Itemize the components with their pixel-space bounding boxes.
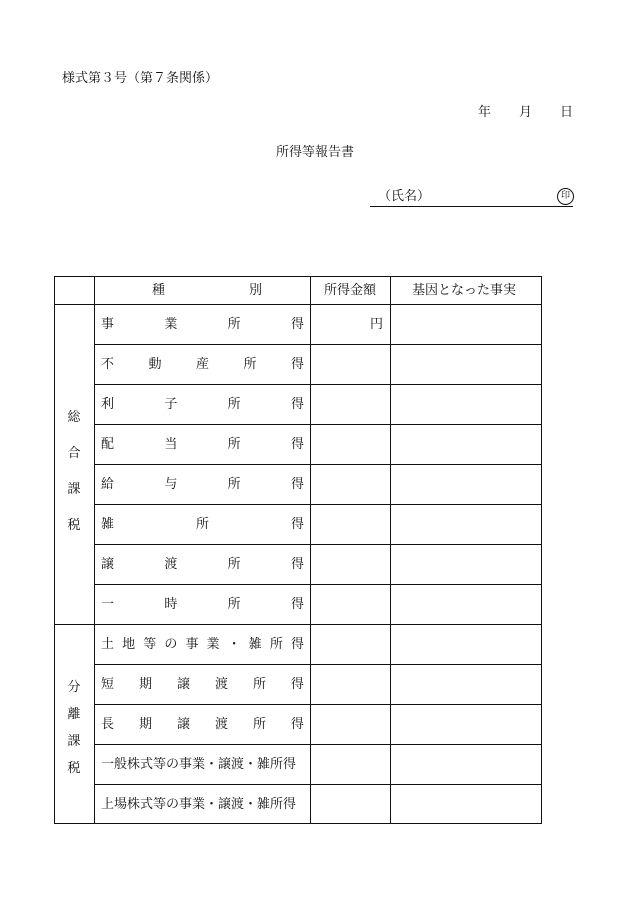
row-divider	[94, 784, 542, 785]
row-char: 得	[290, 517, 304, 532]
group-label-separate-taxation	[54, 674, 94, 782]
row-char: 所	[252, 717, 266, 732]
row-char: 得	[290, 677, 304, 692]
row-char: 渡	[164, 557, 178, 572]
row-char: 利	[101, 397, 115, 412]
row-salary-income	[101, 478, 304, 492]
row-transfer-income	[101, 558, 304, 572]
row-char: 得	[290, 477, 304, 492]
date-month-label: 月	[519, 105, 533, 120]
name-label: （氏名）	[378, 189, 431, 204]
row-char: 得	[290, 717, 304, 732]
row-char: 子	[164, 397, 178, 412]
document-title: 所得等報告書	[276, 145, 355, 160]
row-char: 事	[185, 637, 199, 652]
row-char: 譲	[176, 677, 190, 692]
date-year-label: 年	[478, 105, 492, 120]
seal-mark-icon: 印	[557, 188, 574, 205]
row-char: 配	[101, 437, 115, 452]
row-land-business-misc-income	[101, 638, 304, 652]
row-general-stock-income: 一般株式等の事業・譲渡・雑所得	[101, 757, 297, 772]
row-divider	[94, 744, 542, 745]
row-char: 一	[101, 597, 115, 612]
row-char: 期	[138, 717, 152, 732]
row-char: 等	[143, 637, 157, 652]
group-label-char: 総	[67, 410, 81, 425]
form-number: 様式第３号（第７条関係）	[62, 71, 219, 86]
header-type-char: 種	[152, 283, 166, 298]
group-label-char: 税	[67, 518, 81, 533]
row-divider	[94, 664, 542, 665]
row-business-income	[101, 318, 304, 332]
row-char: 業	[164, 317, 178, 332]
date-day-label: 日	[560, 105, 574, 120]
row-char: 長	[101, 717, 115, 732]
row-real-estate-income	[101, 358, 304, 372]
row-divider	[94, 464, 542, 465]
table-border-top	[54, 276, 542, 277]
row-char: 所	[227, 397, 241, 412]
group-label-comprehensive-taxation	[54, 400, 94, 544]
row-char: 動	[148, 357, 162, 372]
group-label-char: 合	[67, 446, 81, 461]
row-char: 所	[227, 557, 241, 572]
group-label-char: 課	[67, 734, 81, 749]
table-column-divider	[390, 276, 391, 824]
row-char: 雑	[101, 517, 115, 532]
row-char: 得	[290, 317, 304, 332]
row-char: 当	[164, 437, 178, 452]
row-divider	[94, 704, 542, 705]
row-char: 土	[101, 637, 115, 652]
table-border-bottom	[54, 823, 542, 824]
row-char: 所	[227, 437, 241, 452]
row-char: 得	[290, 397, 304, 412]
row-dividend-income	[101, 438, 304, 452]
header-basis: 基因となった事実	[412, 283, 517, 298]
row-divider	[94, 424, 542, 425]
row-char: 所	[195, 517, 209, 532]
row-char: 所	[227, 477, 241, 492]
header-amount: 所得金額	[324, 283, 377, 298]
table-header-divider	[54, 304, 542, 305]
row-char: 与	[164, 477, 178, 492]
row-char: 得	[290, 557, 304, 572]
row-listed-stock-income: 上場株式等の事業・譲渡・雑所得	[101, 797, 297, 812]
row-short-term-transfer-income	[101, 678, 304, 692]
row-char: 得	[290, 637, 304, 652]
row-divider	[94, 584, 542, 585]
header-type	[152, 284, 262, 298]
amount-unit: 円	[370, 317, 384, 332]
row-char: 地	[122, 637, 136, 652]
row-char: 譲	[101, 557, 115, 572]
row-char: の	[164, 637, 178, 652]
row-divider	[94, 384, 542, 385]
group-label-char: 分	[67, 680, 81, 695]
table-column-divider	[94, 276, 95, 824]
row-char: 期	[138, 677, 152, 692]
group-label-char: 課	[67, 482, 81, 497]
row-char: 業	[206, 637, 220, 652]
row-char: 得	[290, 597, 304, 612]
row-char: 不	[101, 357, 115, 372]
table-border-right	[541, 276, 542, 824]
row-divider	[94, 344, 542, 345]
row-char: ・	[227, 637, 241, 652]
row-char: 所	[269, 637, 283, 652]
row-char: 得	[290, 437, 304, 452]
row-divider	[94, 504, 542, 505]
row-temporary-income	[101, 598, 304, 612]
row-char: 渡	[214, 717, 228, 732]
row-char: 譲	[176, 717, 190, 732]
table-column-divider	[310, 276, 311, 824]
row-misc-income	[101, 518, 304, 532]
group-divider	[54, 624, 542, 625]
name-signature-line	[370, 206, 573, 207]
row-char: 所	[227, 597, 241, 612]
row-char: 所	[227, 317, 241, 332]
row-char: 短	[101, 677, 115, 692]
header-type-char: 別	[248, 283, 262, 298]
row-divider	[94, 544, 542, 545]
row-char: 雑	[248, 637, 262, 652]
row-long-term-transfer-income	[101, 718, 304, 732]
row-char: 時	[164, 597, 178, 612]
row-char: 所	[252, 677, 266, 692]
row-char: 所	[243, 357, 257, 372]
group-label-char: 離	[67, 707, 81, 722]
row-char: 渡	[214, 677, 228, 692]
row-char: 給	[101, 477, 115, 492]
income-report-table	[54, 276, 542, 824]
row-interest-income	[101, 398, 304, 412]
row-char: 事	[101, 317, 115, 332]
row-char: 産	[195, 357, 209, 372]
row-char: 得	[290, 357, 304, 372]
group-label-char: 税	[67, 761, 81, 776]
